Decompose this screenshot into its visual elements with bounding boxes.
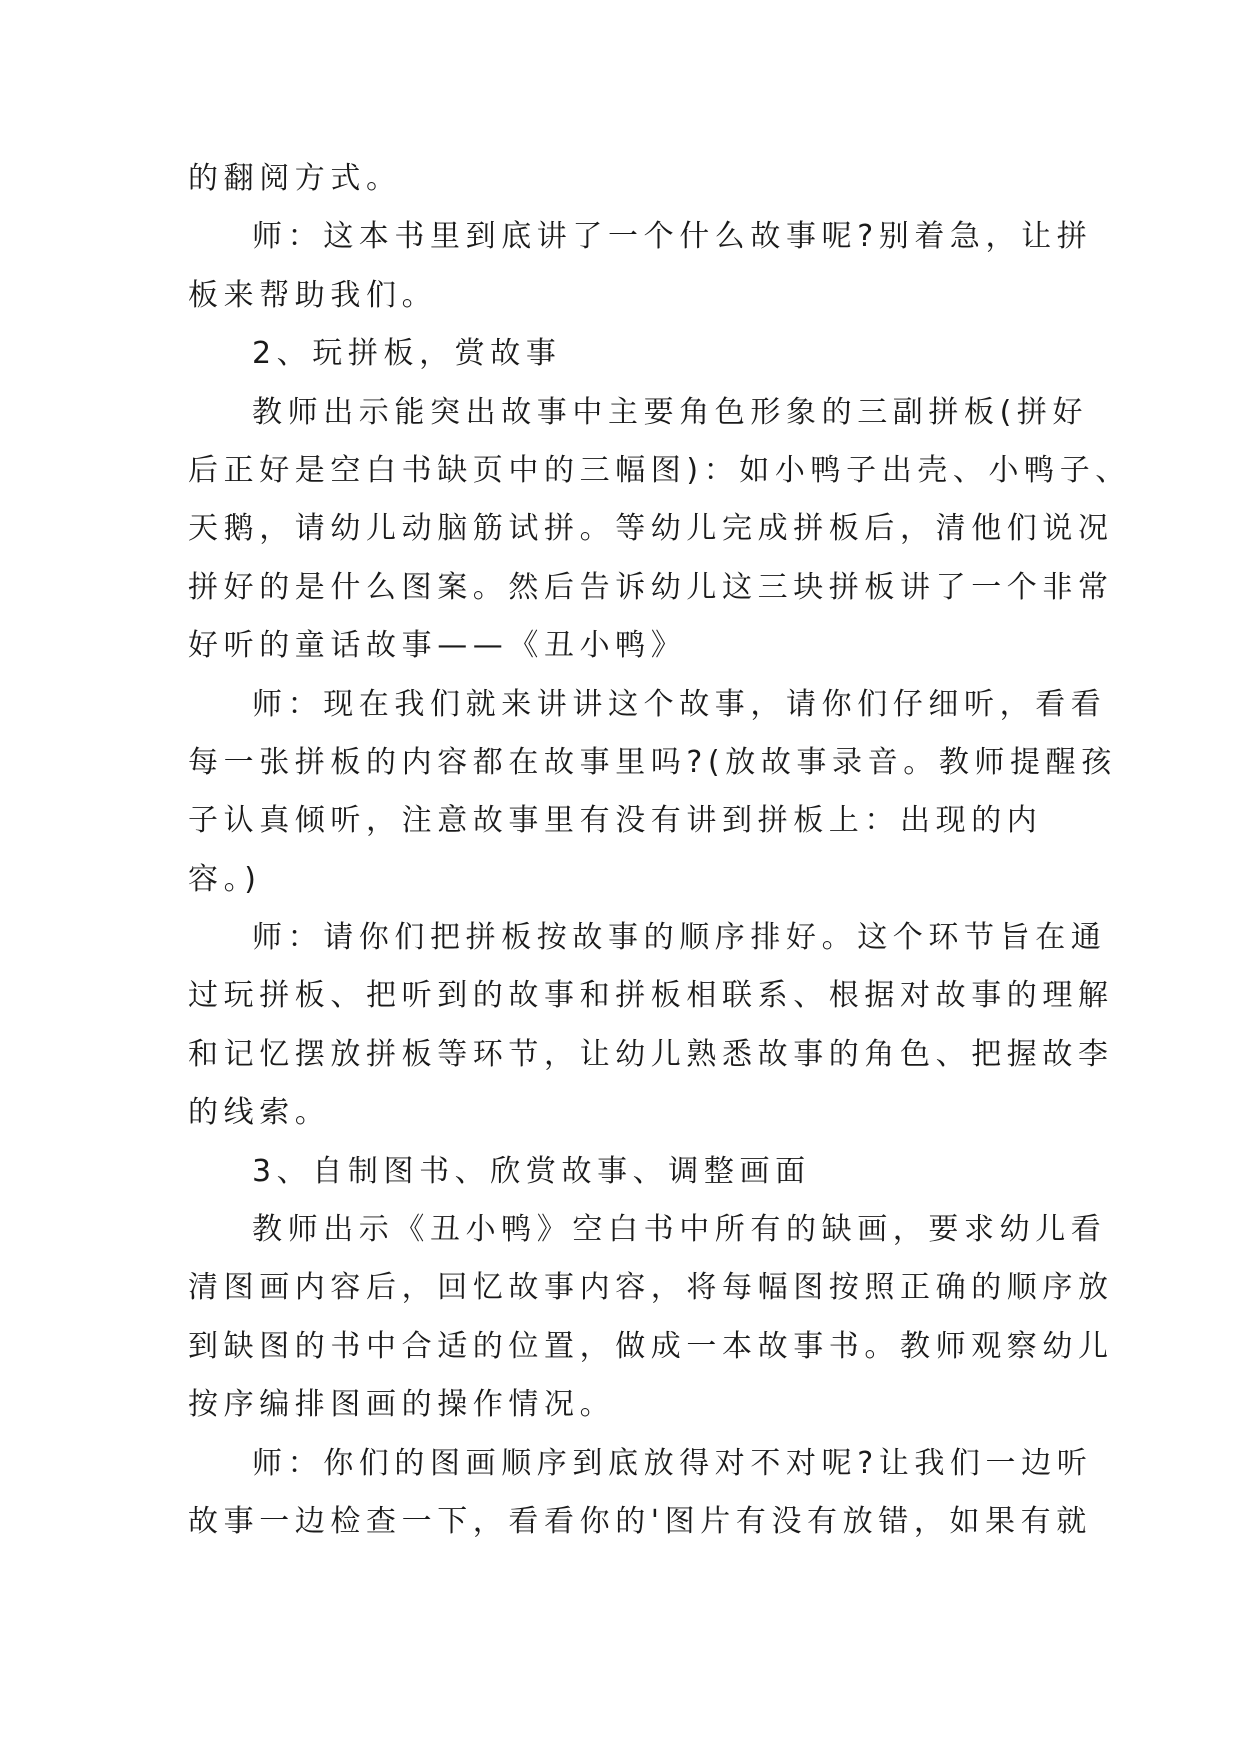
section-heading: 3、自制图书、欣赏故事、调整画面: [252, 1153, 811, 1189]
body-text: [188, 150, 1131, 1551]
text-line: 教师出示能突出故事中主要角色形象的三副拼板(拼好: [252, 394, 1089, 430]
text-line: 子认真倾听，注意故事里有没有讲到拼板上：出现的内: [188, 803, 1043, 839]
text-line: 故事一边检查一下，看看你的'图片有没有放错，如果有就: [188, 1503, 1092, 1539]
text-line: 到缺图的书中合适的位置，做成一本故事书。教师观察幼儿: [188, 1328, 1114, 1364]
text-line: 好听的童话故事——《丑小鸭》: [188, 628, 687, 664]
text-line: 拼好的是什么图案。然后告诉幼儿这三块拼板讲了一个非常: [188, 569, 1114, 605]
text-line: 天鹅，请幼儿动脑筋试拼。等幼儿完成拼板后，清他们说况: [188, 511, 1114, 547]
text-line: 师：现在我们就来讲讲这个故事，请你们仔细听，看看: [252, 686, 1107, 722]
text-line: 容。): [188, 861, 262, 897]
section-heading: 2、玩拼板，赏故事: [252, 336, 562, 372]
text-line: 后正好是空白书缺页中的三幅图)：如小鸭子出壳、小鸭子、: [188, 452, 1131, 488]
text-line: 按序编排图画的操作情况。: [188, 1387, 616, 1423]
text-line: 教师出示《丑小鸭》空白书中所有的缺画，要求幼儿看: [252, 1212, 1107, 1248]
text-line: 板来帮助我们。: [188, 277, 438, 313]
text-line: 每一张拼板的内容都在故事里吗?(放故事录音。教师提醒孩: [188, 744, 1117, 780]
text-line: 和记忆摆放拼板等环节，让幼儿熟悉故事的角色、把握故李: [188, 1036, 1114, 1072]
text-line: 师：请你们把拼板按故事的顺序排好。这个环节旨在通: [252, 920, 1107, 956]
text-line: 过玩拼板、把听到的故事和拼板相联系、根据对故事的理解: [188, 978, 1114, 1014]
text-line: 的线索。: [188, 1095, 331, 1131]
text-line: 师：这本书里到底讲了一个什么故事呢?别着急，让拼: [252, 219, 1093, 255]
text-line: 的翻阅方式。: [188, 161, 402, 196]
text-line: 清图画内容后，回忆故事内容，将每幅图按照正确的顺序放: [188, 1270, 1114, 1306]
text-line: 师：你们的图画顺序到底放得对不对呢?让我们一边听: [252, 1445, 1093, 1481]
